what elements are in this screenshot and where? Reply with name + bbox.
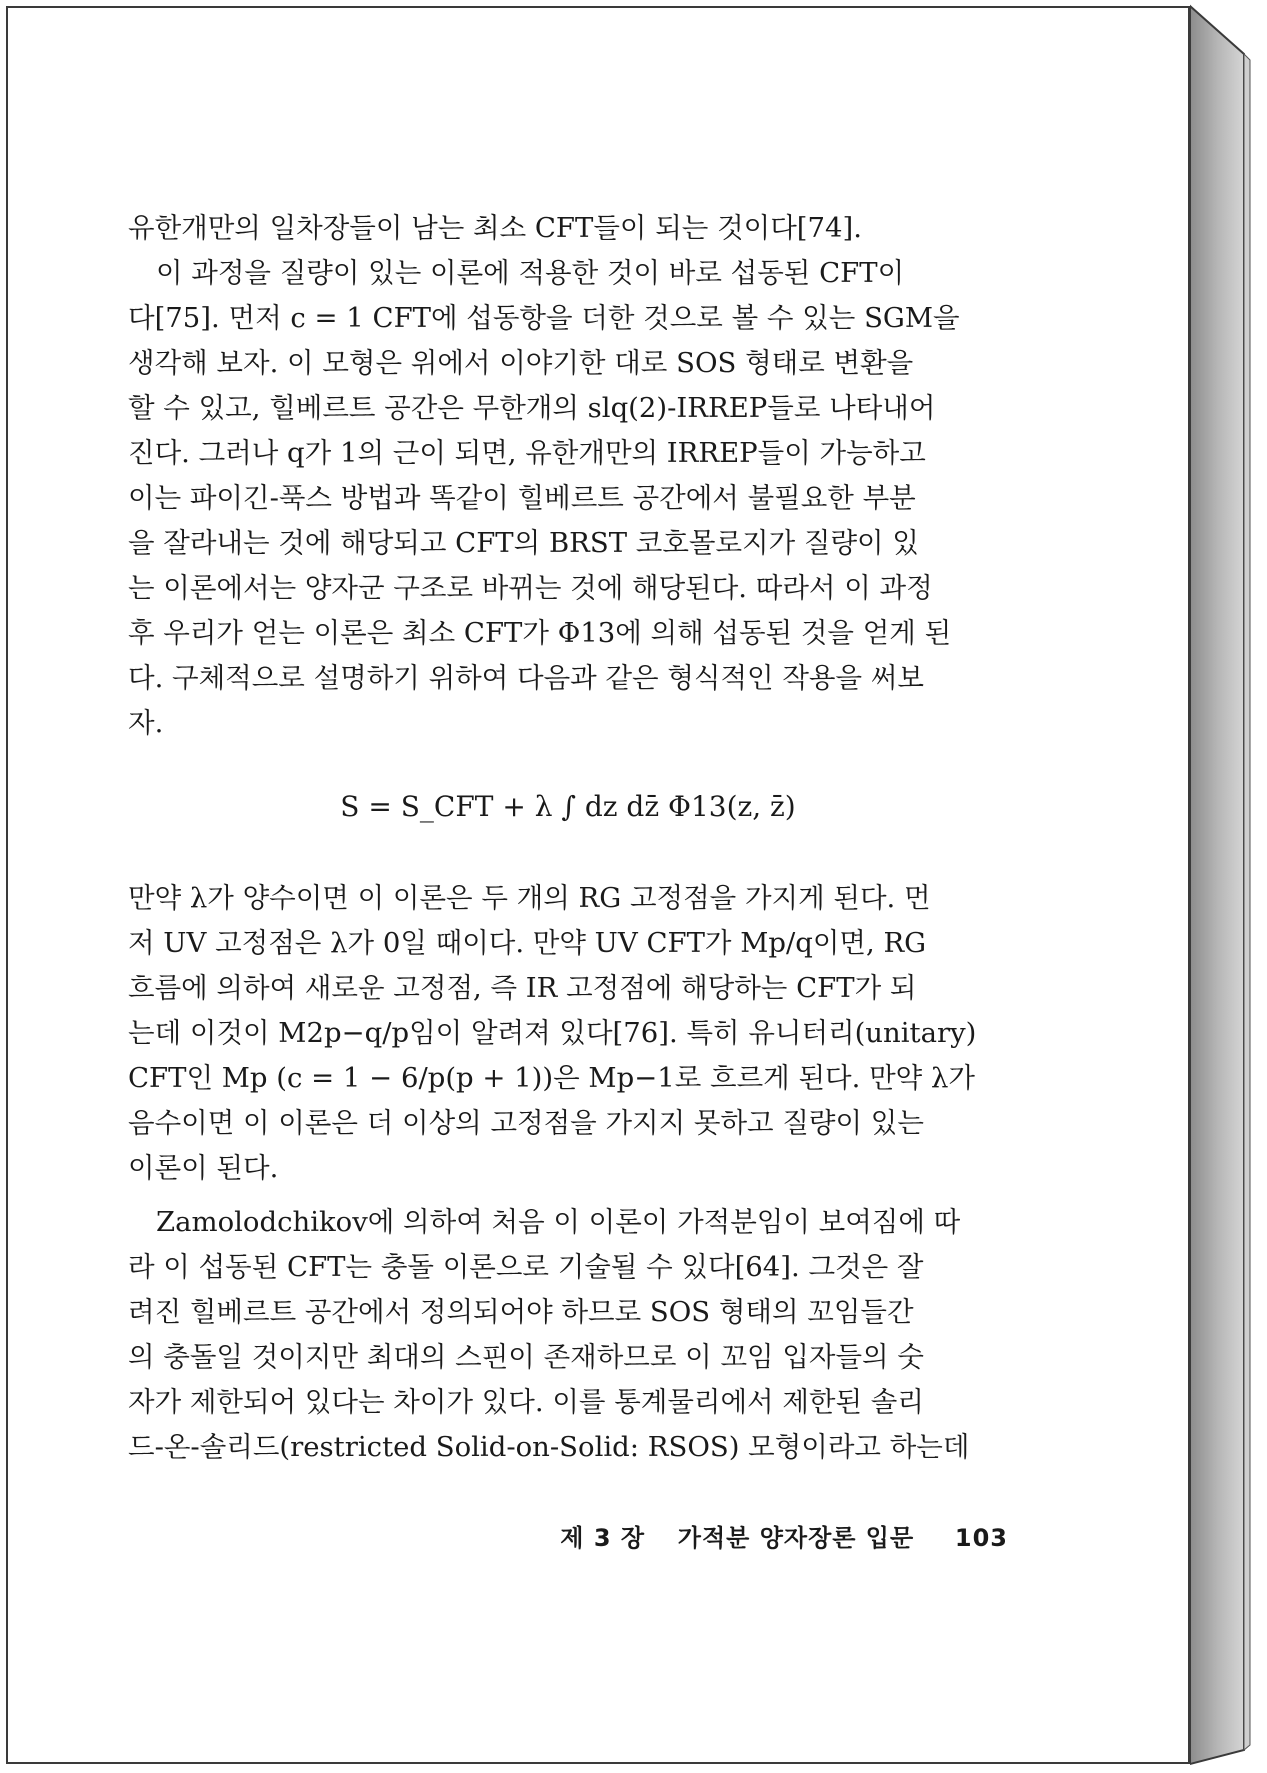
- text-line: 드-온-솔리드(restricted Solid-on-Solid: RSOS) 모형이라고 하는데: [128, 1431, 970, 1463]
- page-number: 103: [954, 1524, 1008, 1552]
- text-line: 생각해 보자. 이 모형은 위에서 이야기한 대로 SOS 형태로 변환을: [128, 347, 914, 379]
- text-line: 이는 파이긴-푹스 방법과 똑같이 힐베르트 공간에서 불필요한 부분: [128, 482, 916, 514]
- text-line: 의 충돌일 것이지만 최대의 스핀이 존재하므로 이 꼬임 입자들의 숫: [128, 1341, 924, 1373]
- text-line: 자.: [128, 707, 164, 739]
- text-line: Zamolodchikov에 의하여 처음 이 이론이 가적분임이 보여짐에 따: [156, 1206, 961, 1238]
- text-line: CFT인 Mp (c = 1 − 6/p(p + 1))은 Mp−1로 흐르게 된다. 만약 λ가: [128, 1062, 975, 1094]
- chapter-title: 가적분 양자장론 입문: [677, 1524, 915, 1552]
- paragraph-3: [128, 876, 1008, 1191]
- paragraph-2: [128, 251, 1008, 746]
- text-line: 이 과정을 질량이 있는 이론에 적용한 것이 바로 섭동된 CFT이: [156, 257, 905, 289]
- paragraph-1: [128, 206, 1008, 251]
- text-line: 진다. 그러나 q가 1의 근이 되면, 유한개만의 IRREP들이 가능하고: [128, 437, 926, 469]
- text-line: 음수이면 이 이론은 더 이상의 고정점을 가지지 못하고 질량이 있는: [128, 1107, 924, 1139]
- text-line: 할 수 있고, 힐베르트 공간은 무한개의 slq(2)-IRREP들로 나타내어: [128, 392, 936, 424]
- text-line: 는 이론에서는 양자군 구조로 바뀌는 것에 해당된다. 따라서 이 과정: [128, 572, 933, 604]
- text-line: 후 우리가 얻는 이론은 최소 CFT가 Φ13에 의해 섭동된 것을 얻게 된: [128, 617, 952, 649]
- text-line: 려진 힐베르트 공간에서 정의되어야 하므로 SOS 형태의 꼬임들간: [128, 1296, 914, 1328]
- text-line: 저 UV 고정점은 λ가 0일 때이다. 만약 UV CFT가 Mp/q이면, RG: [128, 927, 927, 959]
- text-line: 흐름에 의하여 새로운 고정점, 즉 IR 고정점에 해당하는 CFT가 되: [128, 972, 917, 1004]
- page-footer: [128, 1518, 1008, 1558]
- book-spine: [1190, 0, 1267, 1773]
- chapter-number: 제 3 장: [560, 1524, 646, 1552]
- text-line: 유한개만의 일차장들이 남는 최소 CFT들이 되는 것이다[74].: [128, 212, 862, 244]
- text-line: 다. 구체적으로 설명하기 위하여 다음과 같은 형식적인 작용을 써보: [128, 662, 924, 694]
- text-line: 자가 제한되어 있다는 차이가 있다. 이를 통계물리에서 제한된 솔리: [128, 1386, 924, 1418]
- text-line: 는데 이것이 M2p−q/p임이 알려져 있다[76]. 특히 유니터리(unitary): [128, 1017, 977, 1049]
- text-line: 다[75]. 먼저 c = 1 CFT에 섭동항을 더한 것으로 볼 수 있는 SGM을: [128, 302, 960, 334]
- text-line: 을 잘라내는 것에 해당되고 CFT의 BRST 코호몰로지가 질량이 있: [128, 527, 919, 559]
- text-line: 만약 λ가 양수이면 이 이론은 두 개의 RG 고정점을 가지게 된다. 먼: [128, 882, 931, 914]
- action-formula: S = S_CFT + λ ∫ dz dz̄ Φ13(z, z̄): [340, 790, 796, 823]
- text-line: 라 이 섭동된 CFT는 충돌 이론으로 기술될 수 있다[64]. 그것은 잘: [128, 1251, 924, 1283]
- text-line: 이론이 된다.: [128, 1152, 279, 1184]
- paragraph-4: [128, 1200, 1008, 1470]
